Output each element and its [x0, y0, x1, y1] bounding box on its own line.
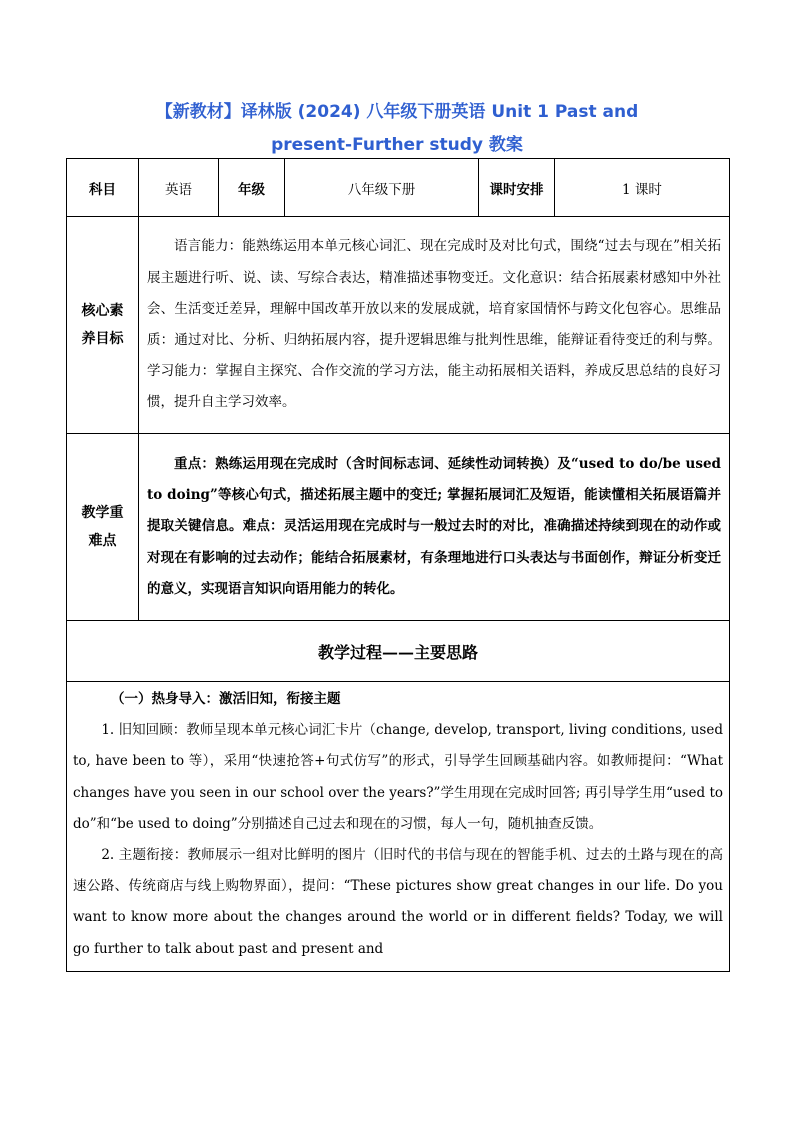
key-points-row [67, 434, 730, 621]
process-item-2: 2. 主题衔接：教师展示一组对比鲜明的图片（旧时代的书信与现在的智能手机、过去的土路与现在的高速公路、传统商店与线上购物界面），提问：“These pictures show great changes in our life. Do you want to know more about the changes around the world or in different fields? Today, we will go further to talk about past and present and [73, 847, 723, 957]
title-line-2: present-Further study 教案 [271, 135, 523, 155]
key-points-label [67, 434, 139, 621]
grade-label: 年级 [219, 159, 285, 217]
document-title [0, 96, 794, 162]
process-content-row [67, 682, 730, 972]
goals-row [67, 217, 730, 434]
grade-value: 八年级下册 [285, 159, 479, 217]
key-points-text: 重点：熟练运用现在完成时（含时间标志词、延续性动词转换）及“used to do/be used to doing”等核心句式，描述拓展主题中的变迁; 掌握拓展词汇及短语，能读懂相关拓展语篇并提取关键信息。难点：灵活运用现在完成时与一般过去时的对比，准确描述持续到现在的动作或对现在有影响的过去动作；能结合拓展素材，有条理地进行口头表达与书面创作，辩证分析变迁的意义，实现语言知识向语用能力的转化。 [147, 455, 721, 597]
goals-text: 语言能力：能熟练运用本单元核心词汇、现在完成时及对比句式，围绕“过去与现在”相关拓展主题进行听、说、读、写综合表达，精准描述事物变迁。文化意识：结合拓展素材感知中外社会、生活变迁差异，理解中国改革开放以来的发展成就，培育家国情怀与跨文化包容心。思维品质：通过对比、分析、归纳拓展内容，提升逻辑思维与批判性思维，能辩证看待变迁的利与弊。学习能力：掌握自主探究、合作交流的学习方法，能主动拓展相关语料，养成反思总结的良好习惯，提升自主学习效率。 [147, 238, 721, 411]
goals-label [67, 217, 139, 434]
process-heading-row [67, 621, 730, 682]
lesson-plan-table [66, 158, 730, 972]
section-1-title: （一）热身导入：激活旧知，衔接主题 [111, 691, 341, 707]
process-item-1: 1. 旧知回顾：教师呈现本单元核心词汇卡片（change, develop, transport, living conditions, used to, have been to 等），采用“快速抢答+句式仿写”的形式，引导学生回顾基础内容。如教师提问：“What changes have you seen in our school over the years?”学生用现在完成时回答; 再引导学生用“used to do”和“be used to doing”分别描述自己过去和现在的习惯，每人一句，随机抽查反馈。 [73, 722, 723, 832]
header-row [67, 159, 730, 217]
goals-label-text: 核心素养目标 [81, 303, 124, 347]
hours-label: 课时安排 [479, 159, 555, 217]
title-line-1: 【新教材】译林版 (2024) 八年级下册英语 Unit 1 Past and [155, 102, 639, 122]
process-heading: 教学过程——主要思路 [67, 621, 730, 682]
subject-label: 科目 [67, 159, 139, 217]
subject-value: 英语 [139, 159, 219, 217]
hours-value: 1 课时 [555, 159, 730, 217]
key-points-label-text: 教学重难点 [81, 505, 124, 549]
